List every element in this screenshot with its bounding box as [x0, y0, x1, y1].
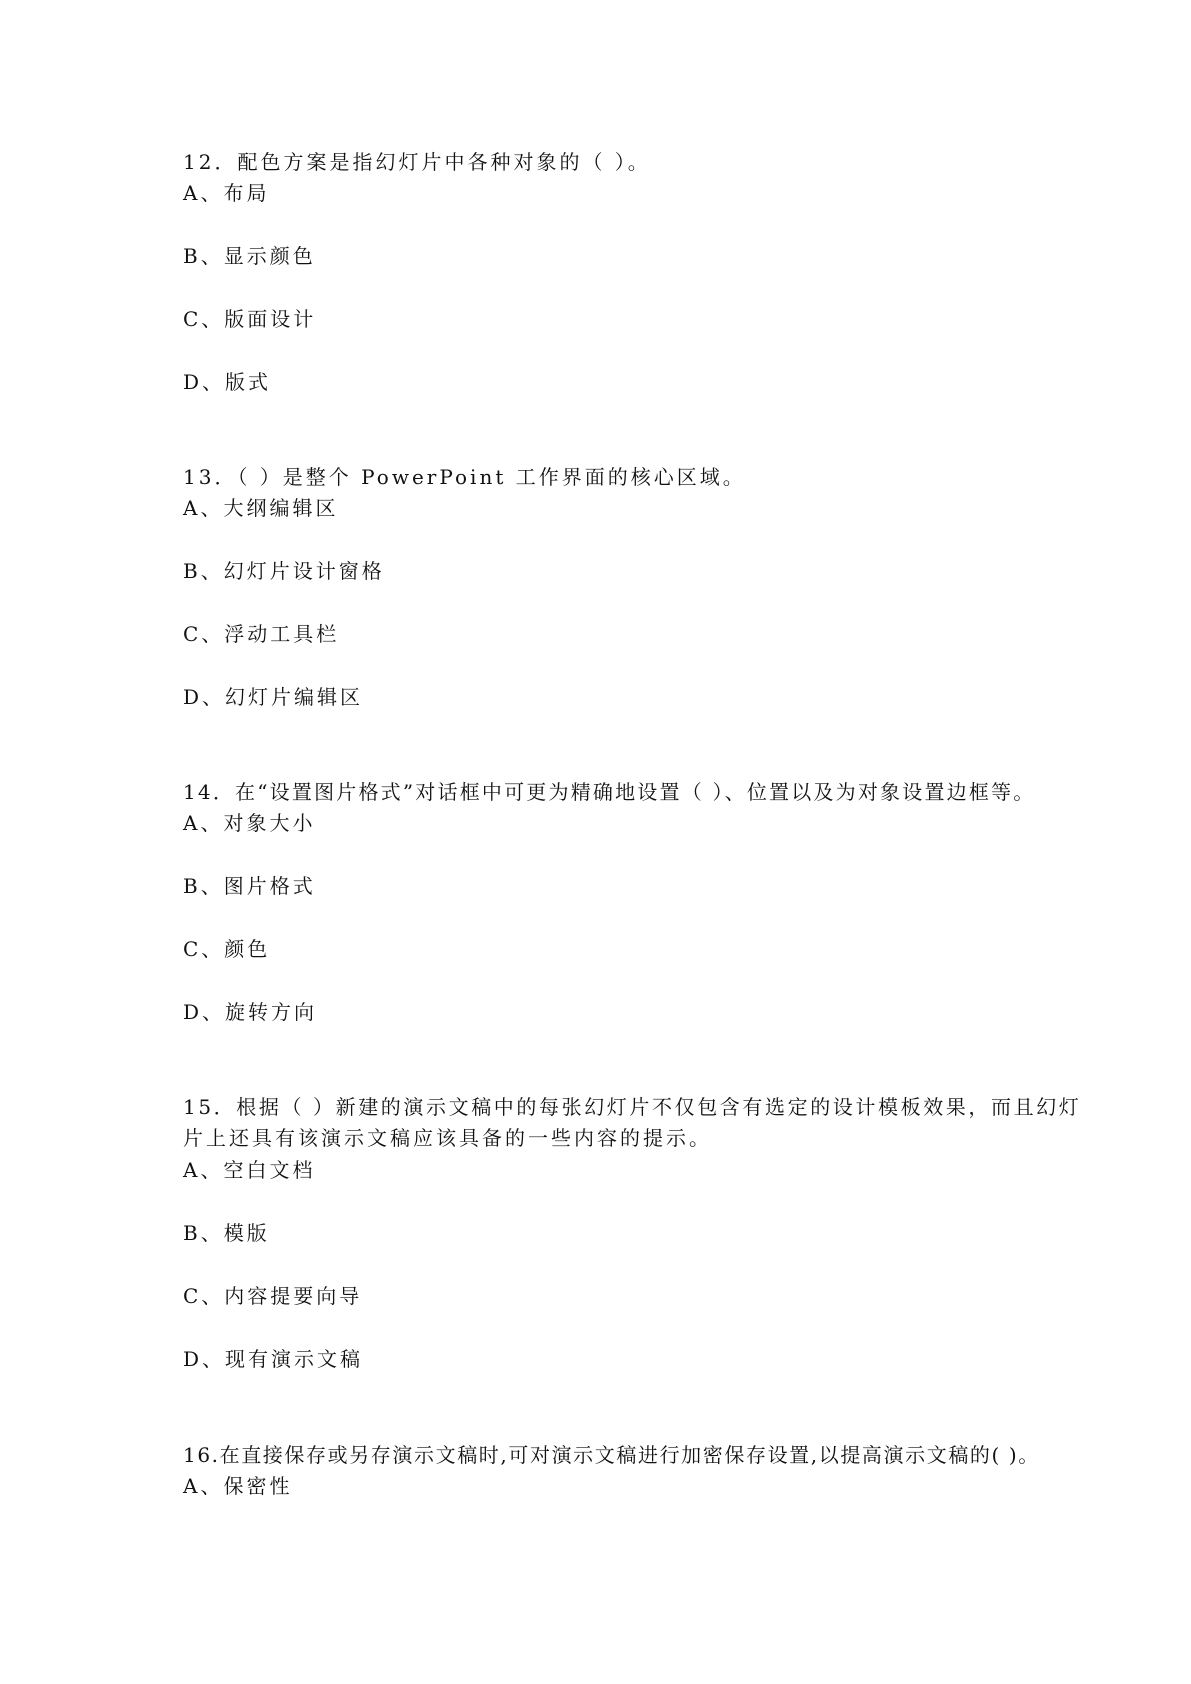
option-c: C、浮动工具栏: [183, 622, 340, 646]
question-stem: 13．（ ）是整个 PowerPoint 工作界面的核心区域。: [183, 465, 746, 489]
option-b: B、幻灯片设计窗格: [183, 559, 385, 583]
option-d: D、幻灯片编辑区: [183, 685, 364, 709]
option-c: C、内容提要向导: [183, 1284, 363, 1308]
question-stem-line-2: 片上还具有该演示文稿应该具备的一些内容的提示。: [183, 1126, 712, 1150]
option-d: D、版式: [183, 370, 272, 394]
question-stem: 16.在直接保存或另存演示文稿时,可对演示文稿进行加密保存设置,以提高演示文稿的( )。: [183, 1443, 1040, 1467]
option-a: A、大纲编辑区: [183, 496, 339, 520]
option-b: B、显示颜色: [183, 244, 316, 268]
option-c: C、版面设计: [183, 307, 317, 331]
option-d: D、现有演示文稿: [183, 1347, 364, 1371]
option-c: C、颜色: [183, 937, 271, 961]
question-stem-line-1: 15．根据（ ）新建的演示文稿中的每张幻灯片不仅包含有选定的设计模板效果，而且幻灯: [183, 1095, 1082, 1119]
option-a: A、对象大小: [183, 811, 316, 835]
option-d: D、旋转方向: [183, 1000, 318, 1024]
option-b: B、图片格式: [183, 874, 316, 898]
option-a: A、布局: [183, 181, 270, 205]
question-stem: 14．在“设置图片格式”对话框中可更为精确地设置（ ）、位置以及为对象设置边框等。: [183, 780, 1036, 804]
question-stem: 12．配色方案是指幻灯片中各种对象的（ ）。: [183, 150, 651, 174]
option-b: B、模版: [183, 1221, 270, 1245]
option-a: A、空白文档: [183, 1158, 316, 1182]
option-a: A、保密性: [183, 1474, 293, 1498]
